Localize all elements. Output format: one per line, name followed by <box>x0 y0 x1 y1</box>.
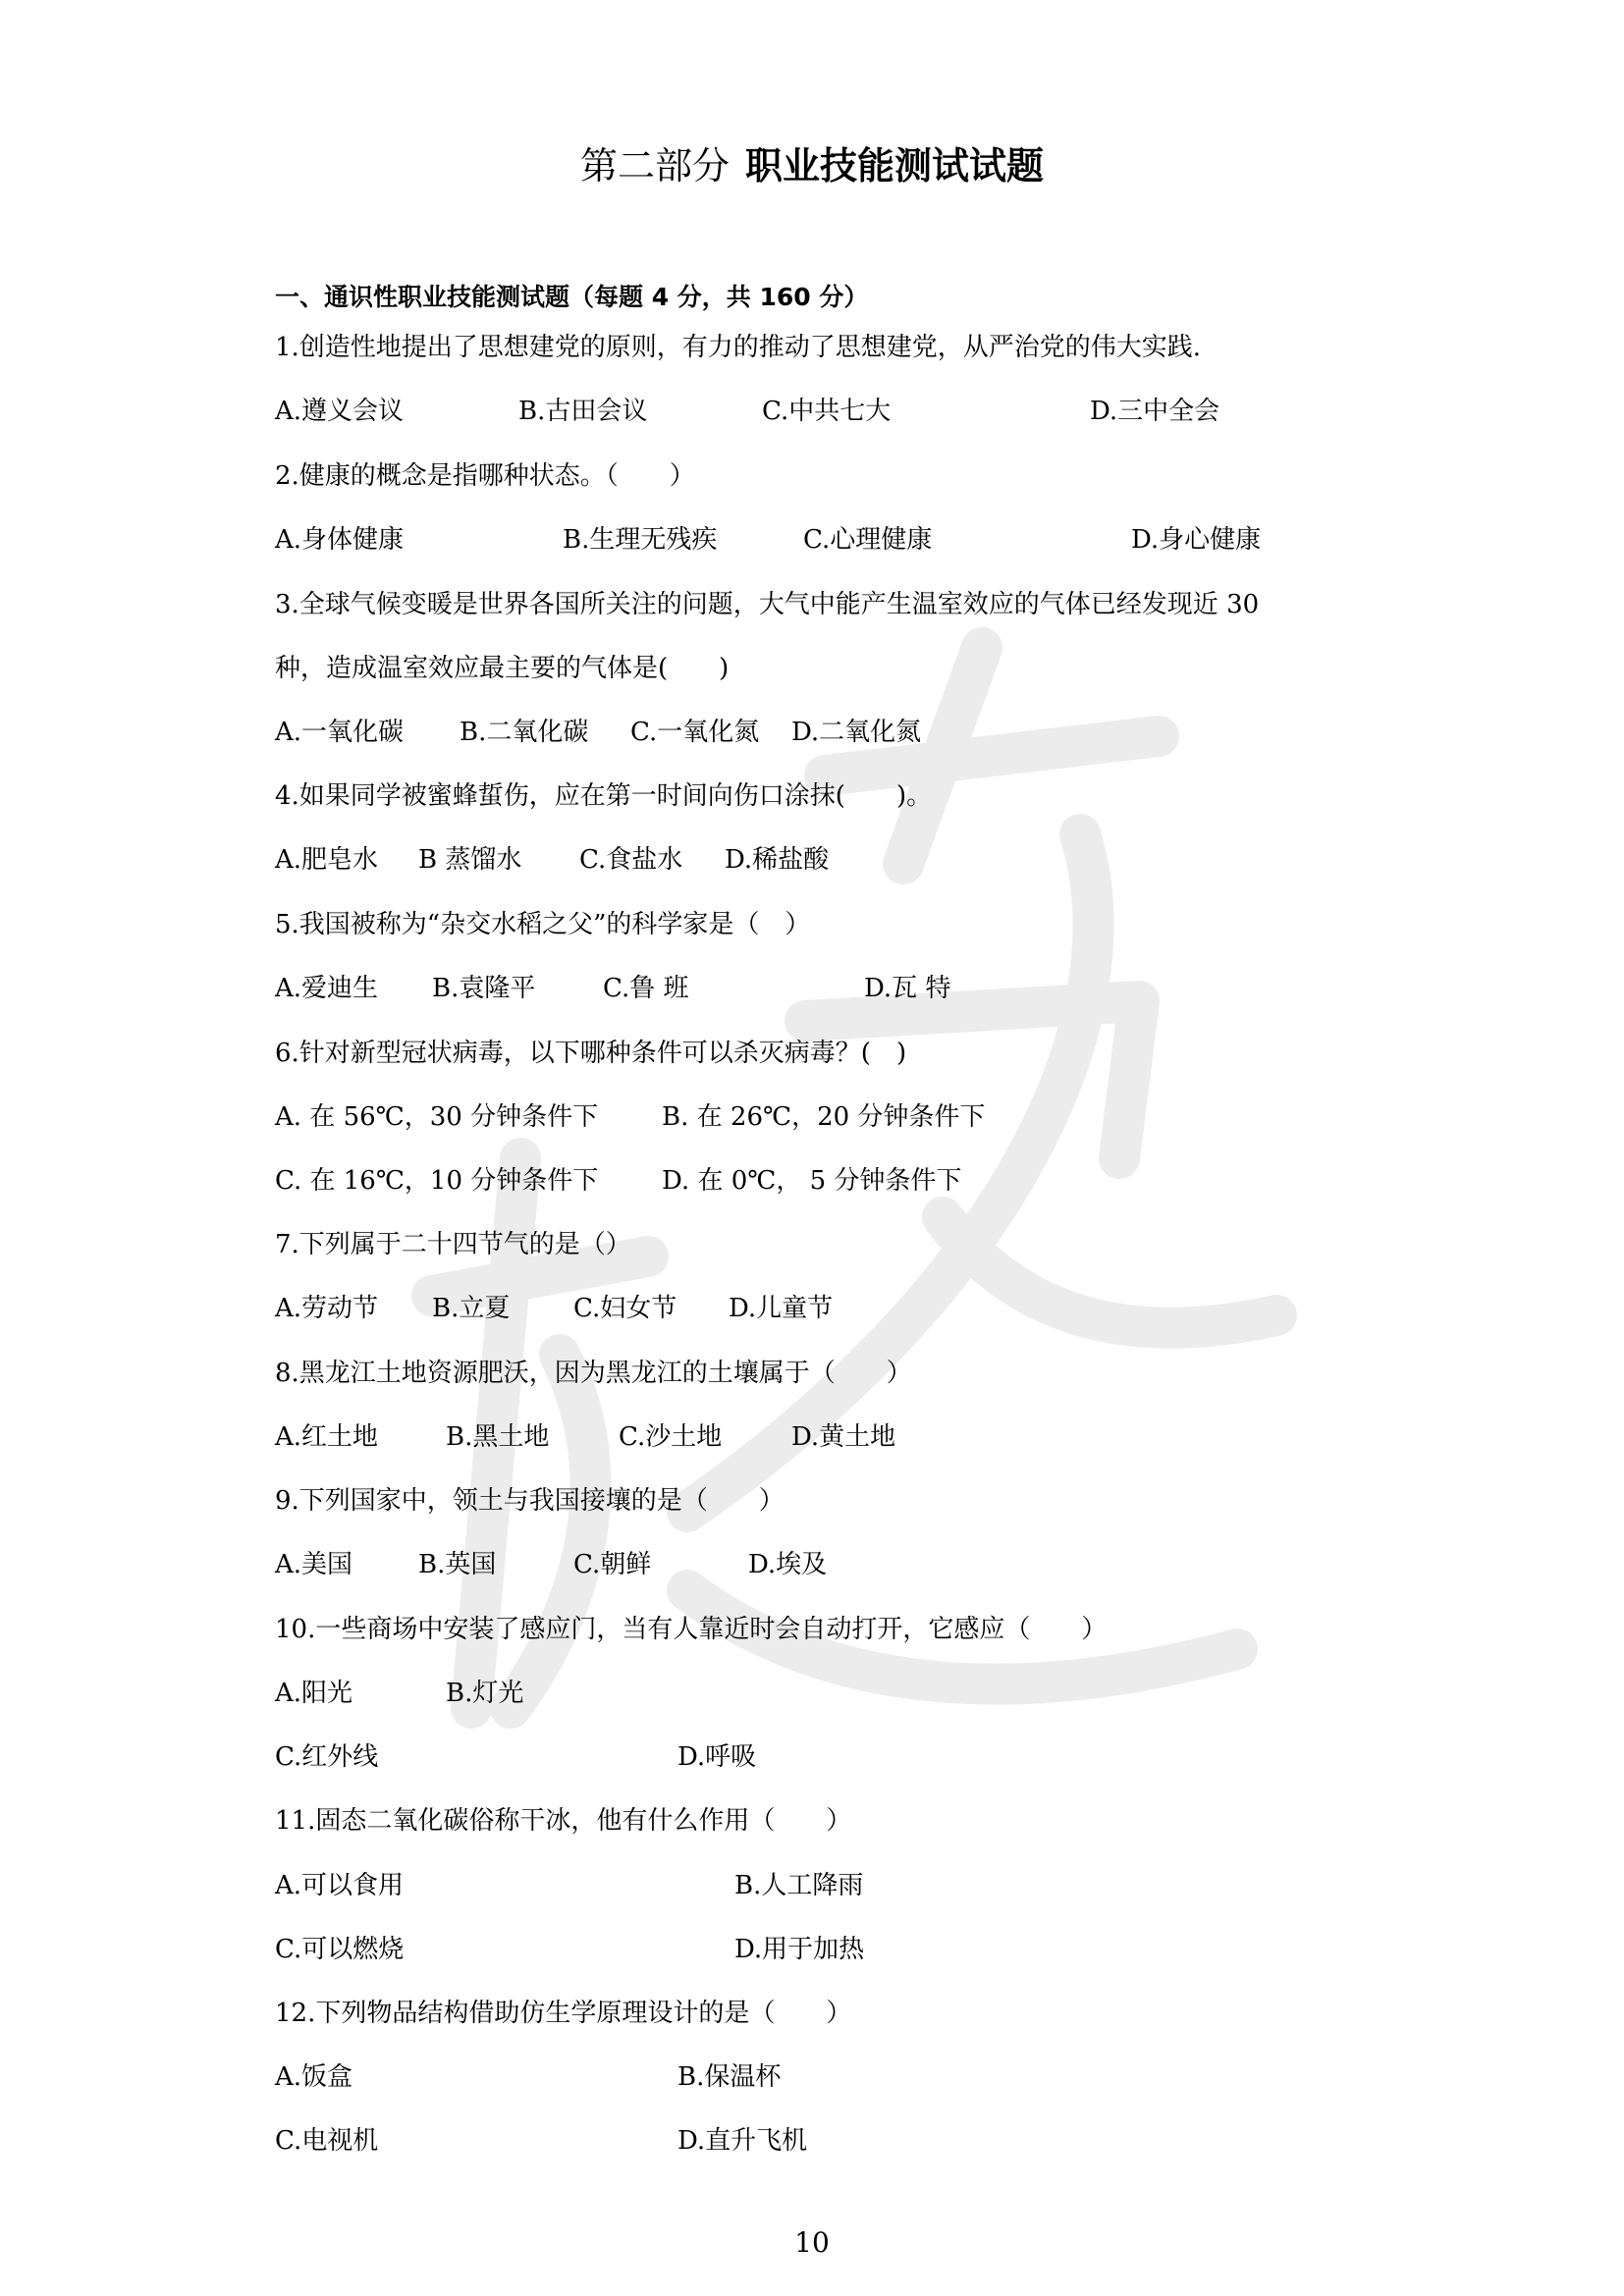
q1-option-b: B.古田会议 <box>518 397 648 426</box>
q9-option-d: D.埃及 <box>748 1550 828 1579</box>
q10-option-a: A.阳光 <box>275 1679 353 1708</box>
q7-option-a: A.劳动节 <box>275 1294 379 1323</box>
q8-option-c: C.沙土地 <box>619 1422 723 1452</box>
q4-option-a: A.肥皂水 <box>275 845 379 875</box>
q4-option-c: C.食盐水 <box>579 845 683 875</box>
question-3-line-2: 种，造成温室效应最主要的气体是( ) <box>275 654 730 683</box>
q11-option-a: A.可以食用 <box>275 1871 405 1900</box>
q9-option-a: A.美国 <box>275 1550 353 1579</box>
q5-option-d: D.瓦 特 <box>864 974 951 1003</box>
q2-option-d: D.身心健康 <box>1131 525 1262 555</box>
question-9: 9.下列国家中，领土与我国接壤的是（ ） <box>275 1486 785 1516</box>
q7-option-c: C.妇女节 <box>573 1294 677 1323</box>
question-4: 4.如果同学被蜜蜂蜇伤，应在第一时间向伤口涂抹( )。 <box>275 781 933 811</box>
question-3-line-1: 3.全球气候变暖是世界各国所关注的问题，大气中能产生温室效应的气体已经发现近 30 <box>275 590 1260 619</box>
q12-option-b: B.保温杯 <box>677 2062 782 2092</box>
q12-option-c: C.电视机 <box>275 2126 379 2156</box>
q8-option-b: B.黑土地 <box>446 1422 550 1452</box>
question-12: 12.下列物品结构借助仿生学原理设计的是（ ） <box>275 1999 852 2028</box>
q1-option-d: D.三中全会 <box>1090 397 1220 426</box>
q11-option-d: D.用于加热 <box>734 1935 865 1964</box>
q4-option-b: B 蒸馏水 <box>418 845 522 875</box>
q10-option-c: C.红外线 <box>275 1742 379 1772</box>
q4-option-d: D.稀盐酸 <box>725 845 830 875</box>
q5-option-b: B.袁隆平 <box>432 974 536 1003</box>
question-1: 1.创造性地提出了思想建党的原则，有力的推动了思想建党，从严治党的伟大实践. <box>275 333 1202 362</box>
question-8: 8.黑龙江土地资源肥沃，因为黑龙江的土壤属于（ ） <box>275 1359 912 1388</box>
q5-option-a: A.爱迪生 <box>275 974 379 1003</box>
question-2: 2.健康的概念是指哪种状态。（ ） <box>275 461 695 491</box>
question-7: 7.下列属于二十四节气的是（） <box>275 1230 631 1259</box>
question-5: 5.我国被称为“杂交水稻之父”的科学家是（ ） <box>275 910 811 939</box>
q12-option-d: D.直升飞机 <box>677 2126 808 2156</box>
q7-option-d: D.儿童节 <box>729 1294 834 1323</box>
title-part: 第二部分 <box>579 144 730 187</box>
q6-option-b: B. 在 26℃，20 分钟条件下 <box>662 1102 986 1132</box>
question-10: 10.一些商场中安装了感应门，当有人靠近时会自动打开，它感应（ ） <box>275 1615 1108 1644</box>
q9-option-c: C.朝鲜 <box>573 1550 652 1579</box>
q6-option-a: A. 在 56℃，30 分钟条件下 <box>275 1102 599 1132</box>
q3-option-b: B.二氧化碳 <box>460 718 589 747</box>
question-11: 11.固态二氧化碳俗称干冰，他有什么作用（ ） <box>275 1806 852 1836</box>
q2-option-c: C.心理健康 <box>803 525 933 555</box>
q3-option-c: C.一氧化氮 <box>630 718 760 747</box>
q3-option-d: D.二氧化氮 <box>791 718 922 747</box>
q3-option-a: A.一氧化碳 <box>275 718 405 747</box>
q8-option-a: A.红土地 <box>275 1422 379 1452</box>
title-subject: 职业技能测试试题 <box>745 143 1045 187</box>
q1-option-c: C.中共七大 <box>762 397 892 426</box>
q9-option-b: B.英国 <box>418 1550 497 1579</box>
q2-option-b: B.生理无残疾 <box>563 525 718 555</box>
q10-option-d: D.呼吸 <box>677 1742 757 1772</box>
page-title <box>0 135 1624 189</box>
q2-option-a: A.身体健康 <box>275 525 405 555</box>
q6-option-c: C. 在 16℃，10 分钟条件下 <box>275 1166 599 1196</box>
q11-option-c: C.可以燃烧 <box>275 1935 405 1964</box>
q12-option-a: A.饭盒 <box>275 2062 353 2092</box>
q7-option-b: B.立夏 <box>432 1294 511 1323</box>
q6-option-d: D. 在 0℃， 5 分钟条件下 <box>662 1166 962 1196</box>
q11-option-b: B.人工降雨 <box>734 1871 864 1900</box>
section-heading: 一、通识性职业技能测试题（每题 4 分，共 160 分） <box>275 283 869 311</box>
q5-option-c: C.鲁 班 <box>603 974 689 1003</box>
q10-option-b: B.灯光 <box>446 1679 524 1708</box>
q8-option-d: D.黄土地 <box>791 1422 896 1452</box>
question-6: 6.针对新型冠状病毒，以下哪种条件可以杀灭病毒？( ) <box>275 1039 907 1068</box>
q1-option-a: A.遵义会议 <box>275 397 405 426</box>
page-number: 10 <box>794 2226 830 2259</box>
